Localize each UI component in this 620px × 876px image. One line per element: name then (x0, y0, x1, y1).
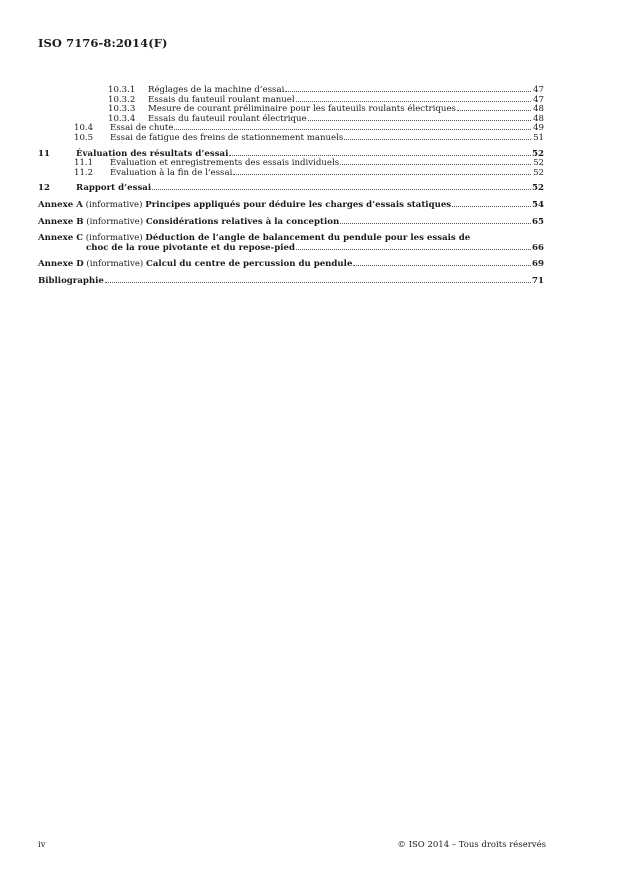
annex-type: (informative) (85, 233, 143, 244)
toc-entry-number: 10.4 (74, 123, 94, 134)
toc-entry-page: 49 (533, 123, 544, 134)
toc-entry-page: 69 (532, 259, 544, 270)
page-number: iv (38, 840, 46, 850)
toc-entry-number: 11 (38, 148, 50, 159)
annex-type: (informative) (86, 259, 144, 270)
dot-leader (457, 110, 531, 111)
toc-entry-title: Mesure de courant préliminaire pour les fauteuils roulants électriques (148, 104, 456, 115)
toc-entry-title: Évaluation à la fin de l’essai (110, 167, 233, 178)
annex-title: Principes appliqués pour déduire les charges d’essais statiques (145, 199, 452, 210)
annex-heading (38, 218, 339, 228)
toc-entry-title: Essais du fauteuil roulant électrique (148, 113, 307, 124)
dot-leader (233, 174, 531, 175)
dot-leader (152, 189, 531, 190)
toc-entry-page: 47 (533, 85, 544, 95)
annex-label: Annexe A (38, 199, 83, 210)
annex-heading (38, 201, 451, 211)
toc-entry-page: 65 (532, 216, 544, 227)
toc-entry-page: 54 (532, 199, 544, 210)
annex-type: (informative) (85, 199, 143, 210)
toc-entry-number: 10.3.1 (108, 85, 136, 95)
dot-leader (229, 155, 531, 156)
toc-entry-title: Essai de chute (110, 123, 174, 134)
toc-entry-page: 52 (533, 167, 544, 178)
toc-entry-page: 52 (532, 148, 544, 159)
dot-leader (105, 282, 531, 283)
annex-heading-continuation (38, 244, 544, 254)
dot-leader (344, 139, 531, 140)
document-id: ISO 7176-8:2014(F) (38, 36, 168, 50)
toc-entry-number: 11.1 (74, 158, 94, 169)
dot-leader (353, 265, 531, 266)
toc-entry-page: 48 (533, 113, 544, 124)
annex-label: Annexe D (38, 259, 84, 270)
copyright-notice: © ISO 2014 – Tous droits réservés (397, 840, 546, 850)
toc-entry-number: 11.2 (74, 167, 94, 178)
toc-entry-annex-d[interactable] (38, 260, 544, 270)
toc-entry-number: 10.3.2 (108, 94, 136, 105)
toc-entry-title: Évaluation et enregistrements des essais individuels (110, 158, 340, 169)
toc-entry-title: Évaluation des résultats d’essai (76, 148, 229, 159)
annex-label: Annexe C (38, 233, 84, 244)
toc-entry-page: 52 (532, 183, 544, 194)
toc-entry-number: 12 (38, 183, 50, 194)
toc-entry-annex-a[interactable] (38, 201, 544, 211)
toc-entry-number: 10.3.3 (108, 104, 136, 115)
dot-leader (340, 164, 531, 165)
dot-leader (340, 223, 531, 224)
annex-type: (informative) (86, 216, 144, 227)
dot-leader (285, 91, 531, 92)
dot-leader (296, 249, 531, 250)
toc-entry-number: 10.5 (74, 132, 94, 143)
toc-entry-title: Essai de fatigue des freins de stationnement manuels (110, 132, 344, 143)
toc-entry-10-5[interactable] (38, 134, 544, 144)
dot-leader (308, 120, 531, 121)
dot-leader (296, 101, 531, 102)
toc-entry-12[interactable] (38, 184, 544, 194)
toc-entry-title: Bibliographie (38, 275, 104, 286)
table-of-contents (38, 86, 544, 287)
toc-entry-page: 66 (532, 242, 544, 253)
annex-title: Considérations relatives à la conception (145, 216, 340, 227)
toc-entry-11-2[interactable] (38, 169, 544, 179)
toc-entry-title: Rapport d’essai (76, 183, 152, 194)
toc-entry-title: Essais du fauteuil roulant manuel (148, 94, 295, 105)
toc-entry-number: 10.3.4 (108, 113, 136, 124)
toc-entry-bibliography[interactable] (38, 277, 544, 287)
toc-entry-title: Réglages de la machine d’essai (148, 85, 285, 95)
toc-entry-page: 52 (533, 158, 544, 169)
annex-label: Annexe B (38, 216, 84, 227)
toc-entry-annex-b[interactable] (38, 218, 544, 228)
toc-entry-annex-c[interactable] (38, 234, 544, 253)
annex-heading (38, 260, 352, 270)
dot-leader (174, 129, 531, 130)
dot-leader (452, 206, 531, 207)
toc-entry-page: 47 (533, 94, 544, 105)
annex-title-line2: choc de la roue pivotante et du repose-pied (86, 242, 295, 253)
annex-title: Calcul du centre de percussion du pendule (146, 259, 353, 270)
annex-title-line1: Déduction de l’angle de balancement du pendule pour les essais de (145, 233, 471, 244)
toc-entry-page: 51 (533, 132, 544, 143)
toc-entry-page: 48 (533, 104, 544, 115)
toc-entry-page: 71 (532, 275, 544, 286)
